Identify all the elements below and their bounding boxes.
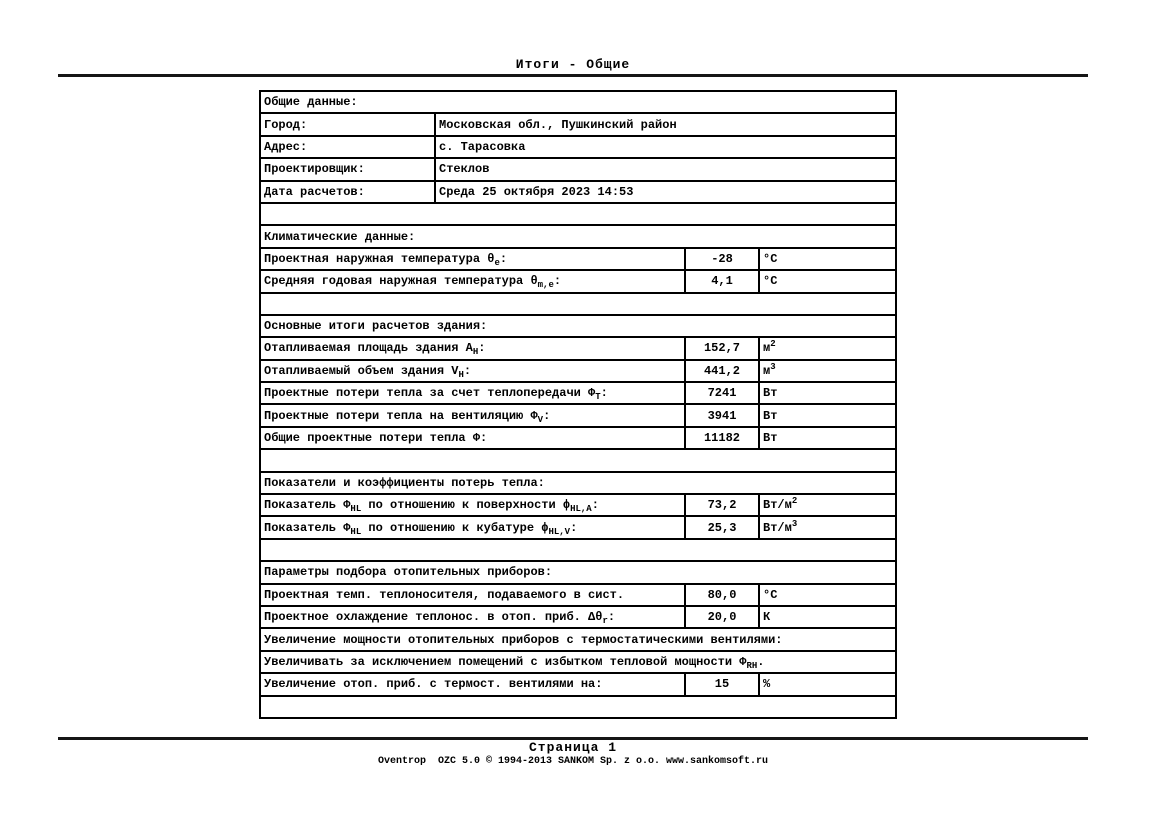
row-unit: $Вт/м^2$ [759,494,896,516]
section-title-row [260,472,896,494]
table-row [260,382,896,404]
table-row [260,248,896,270]
row-label: Увеличение отоп. приб. с термост. вентилями на: [260,673,685,695]
row-unit: $Вт/м^3$ [759,516,896,538]
row-value: -28 [685,248,759,270]
spacer-cell [260,449,896,471]
spacer-cell [260,696,896,718]
row-label: Проектное охлаждение теплонос. в отоп. приб. $\Delta\theta_r$: [260,606,685,628]
row-value: Московская обл., Пушкинский район [435,113,896,135]
table-row [260,516,896,538]
row-label: Адрес: [260,136,435,158]
section-title-row [260,315,896,337]
row-unit: °C [759,248,896,270]
row-value: 73,2 [685,494,759,516]
spacer-row [260,293,896,315]
spacer-row [260,696,896,718]
table-row [260,181,896,203]
spacer-cell [260,539,896,561]
row-unit: К [759,606,896,628]
section-title: Общие данные: [260,91,896,113]
section-title-row [260,561,896,583]
footer-credit: Oventrop OZC 5.0 © 1994-2013 SANKOM Sp. z o.o. www.sankomsoft.ru [377,756,769,767]
row-unit: $м^2$ [759,337,896,359]
table-row [260,673,896,695]
report-table [259,90,897,719]
row-unit: $м^3$ [759,360,896,382]
row-label: Дата расчетов: [260,181,435,203]
row-value: 7241 [685,382,759,404]
row-value: 25,3 [685,516,759,538]
row-text: Увеличивать за исключением помещений с избытком тепловой мощности $\Phi_{RH}$. [260,651,896,673]
table-row [260,360,896,382]
row-label: Проектные потери тепла за счет теплопередачи $\Phi_T$: [260,382,685,404]
row-value: Стеклов [435,158,896,180]
row-label: Город: [260,113,435,135]
row-value: 15 [685,673,759,695]
row-label: Общие проектные потери тепла Φ: [260,427,685,449]
table-row [260,270,896,292]
row-label: Проектная наружная температура $\theta_e$: [260,248,685,270]
row-unit: °C [759,584,896,606]
table-row [260,404,896,426]
row-unit: % [759,673,896,695]
spacer-row [260,539,896,561]
page-title: Итоги - Общие [515,57,631,72]
row-label: Показатель $\Phi_{HL}$ по отношению к кубатуре $\phi_{HL,V}$: [260,516,685,538]
spacer-cell [260,293,896,315]
section-title-row [260,225,896,247]
row-unit: Вт [759,427,896,449]
row-value: 20,0 [685,606,759,628]
row-label: Отапливаемый объем здания $V_H$: [260,360,685,382]
table-row [260,113,896,135]
row-value: 3941 [685,404,759,426]
section-title-row [260,91,896,113]
report-body [259,90,897,719]
row-label: Средняя годовая наружная температура $\theta_{m,e}$: [260,270,685,292]
row-value: с. Тарасовка [435,136,896,158]
section-title: Основные итоги расчетов здания: [260,315,896,337]
spacer-cell [260,203,896,225]
row-value: 4,1 [685,270,759,292]
section-title: Параметры подбора отопительных приборов: [260,561,896,583]
row-value: Среда 25 октября 2023 14:53 [435,181,896,203]
spacer-row [260,449,896,471]
table-row [260,606,896,628]
header-rule [58,74,1088,77]
row-label: Проектировщик: [260,158,435,180]
row-label: Проектные потери тепла на вентиляцию $\Phi_V$: [260,404,685,426]
row-unit: °C [759,270,896,292]
row-value: 441,2 [685,360,759,382]
spacer-row [260,203,896,225]
row-text: Увеличение мощности отопительных приборов с термостатическими вентилями: [260,628,896,650]
section-title: Климатические данные: [260,225,896,247]
table-row [260,427,896,449]
table-row [260,158,896,180]
row-value: 152,7 [685,337,759,359]
table-row [260,337,896,359]
table-row [260,651,896,673]
row-label: Отапливаемая площадь здания $A_H$: [260,337,685,359]
table-row [260,494,896,516]
table-row [260,136,896,158]
row-unit: Вт [759,382,896,404]
row-value: 11182 [685,427,759,449]
row-value: 80,0 [685,584,759,606]
row-unit: Вт [759,404,896,426]
table-row [260,628,896,650]
section-title: Показатели и коэффициенты потерь тепла: [260,472,896,494]
footer-page-number: Страница 1 [528,740,617,755]
row-label: Проектная темп. теплоносителя, подаваемого в сист. [260,584,685,606]
table-row [260,584,896,606]
row-label: Показатель $\Phi_{HL}$ по отношению к поверхности $\phi_{HL,A}$: [260,494,685,516]
